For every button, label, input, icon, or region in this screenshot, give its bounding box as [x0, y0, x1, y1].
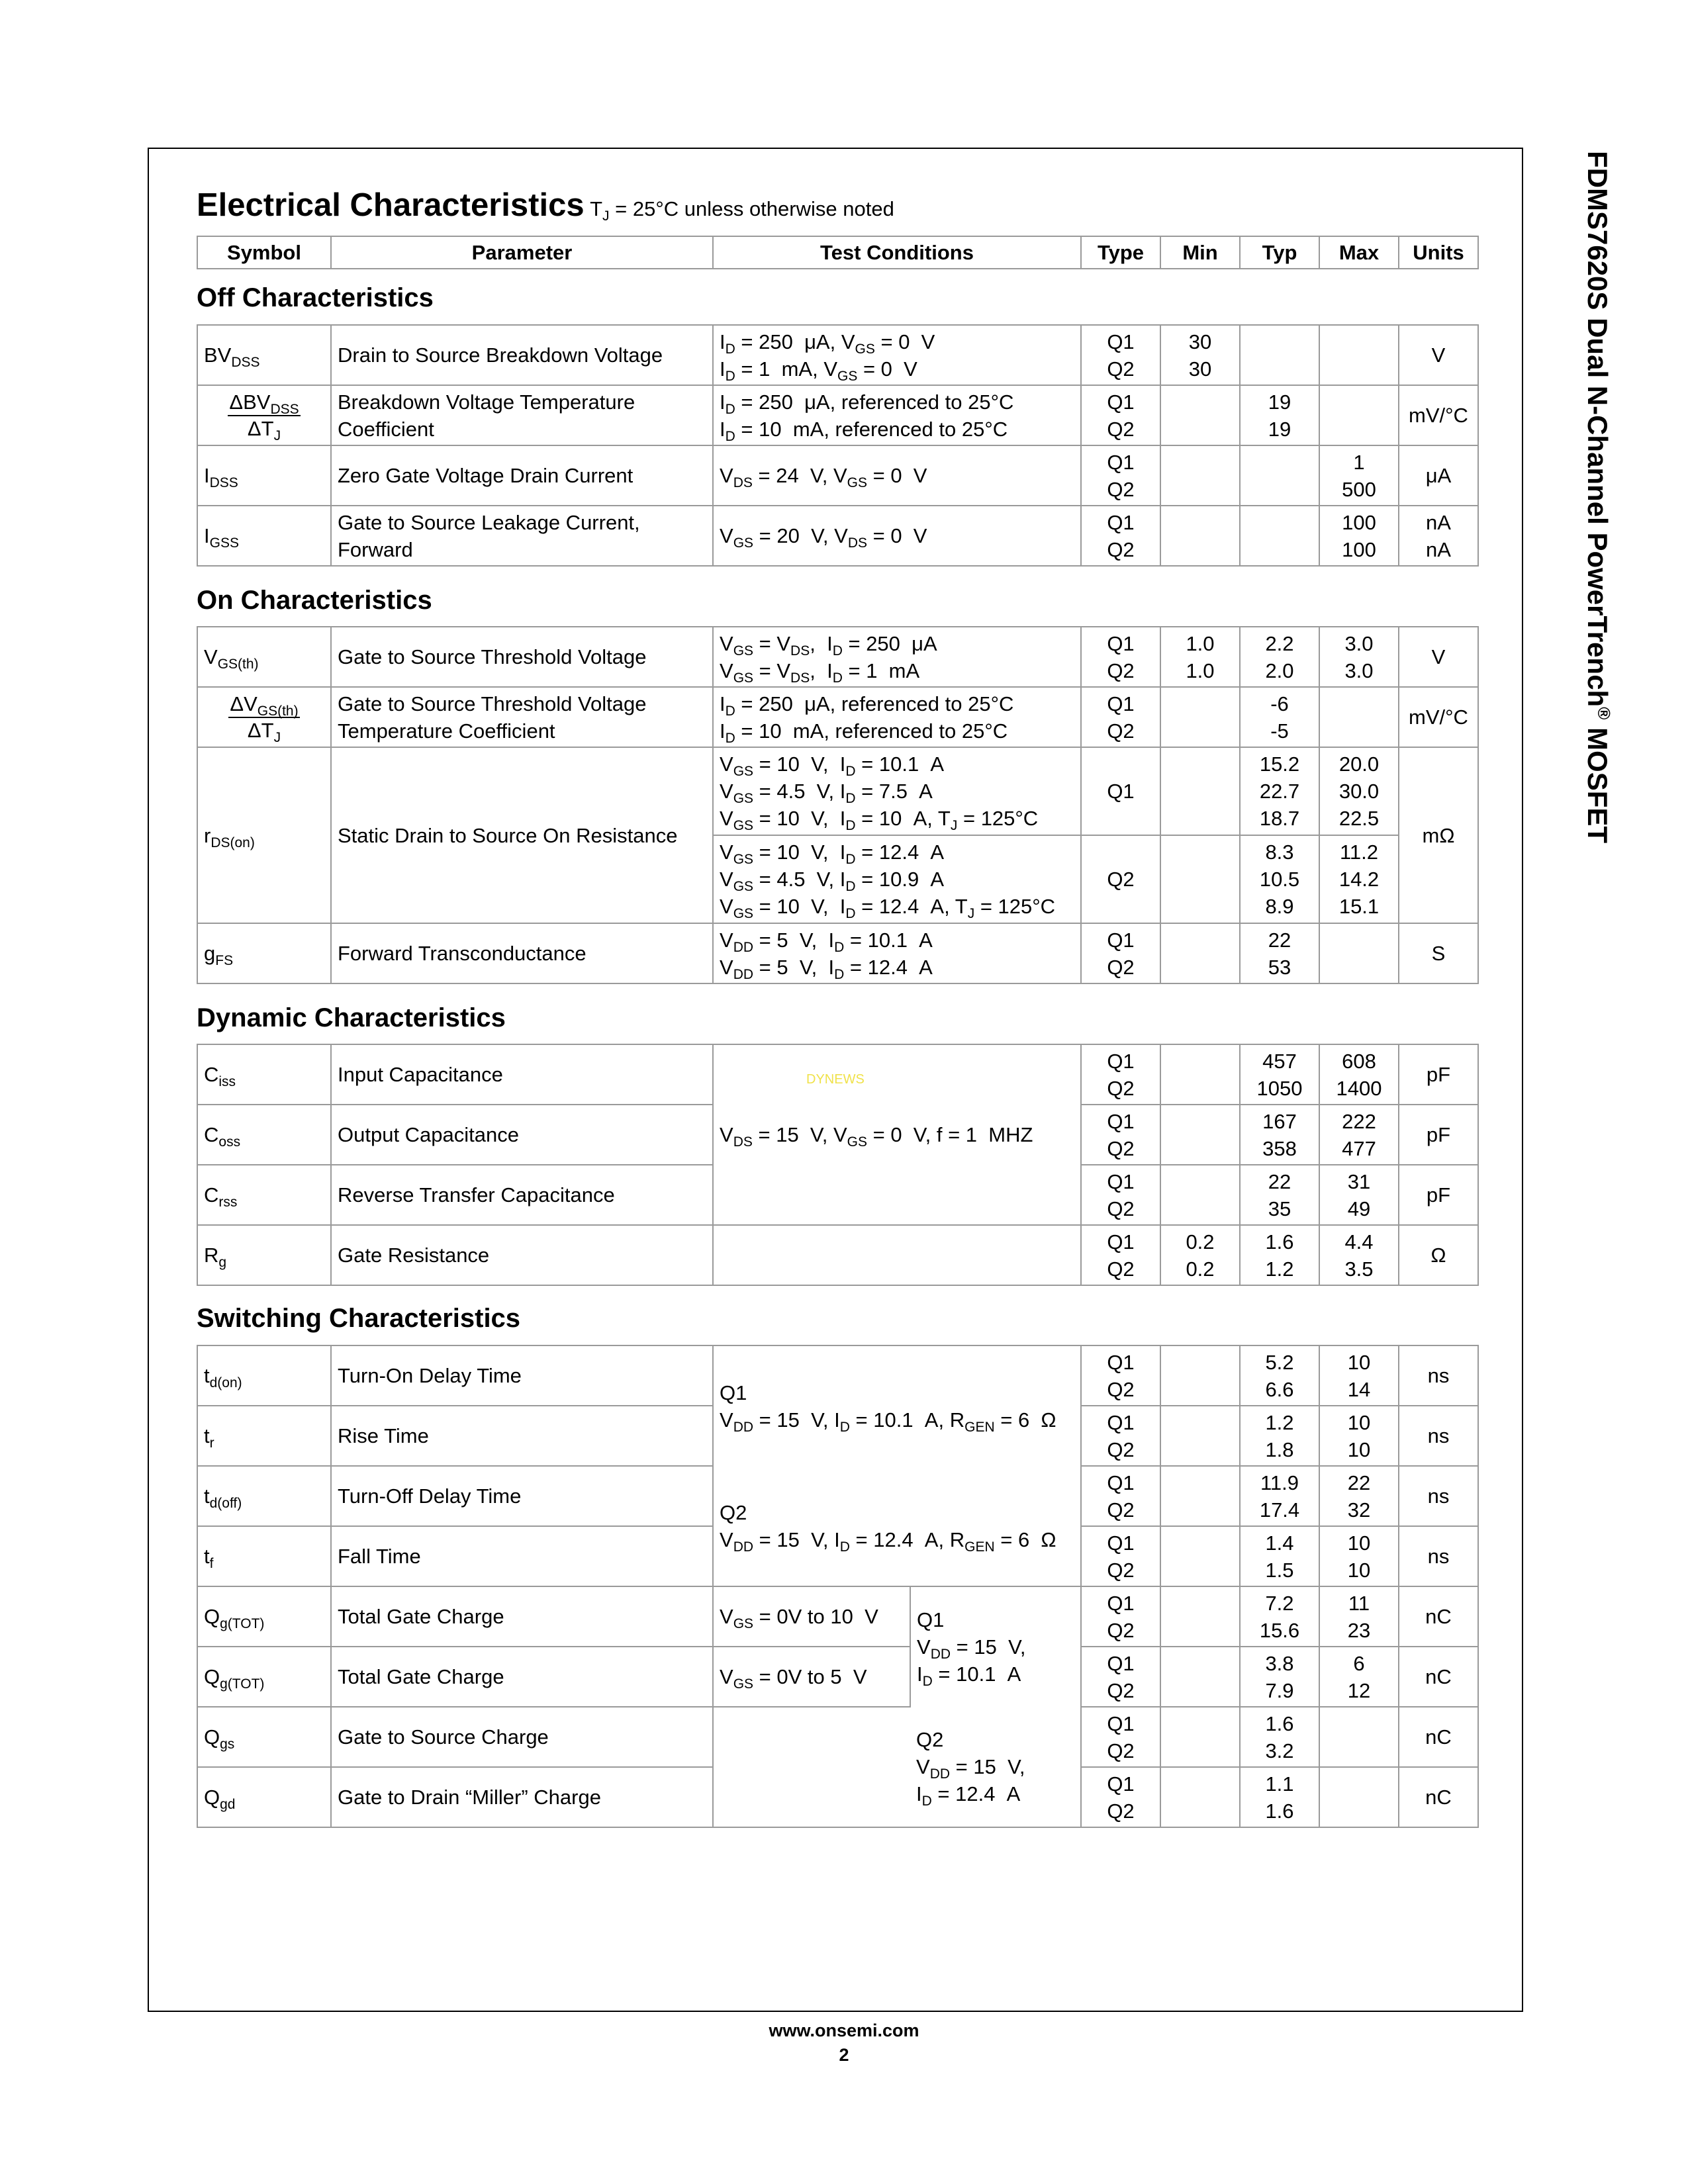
section-heading: Electrical Characteristics $T_J = 25^\circ C$ unless otherwise noted: [197, 187, 894, 224]
symbol-cell: $\frac{\Delta BV_{DSS}}{\Delta T_J}$: [197, 385, 331, 445]
col-units: Units: [1399, 236, 1478, 269]
on-table: [197, 626, 1479, 984]
table-row: $I_{GSS}$ Gate to Source Leakage Current, Forward $V_{GS} = 20$ V, $V_{DS} = 0$ V Q1 Q2 100 100 nA nA: [197, 506, 1478, 566]
col-typ: Typ: [1240, 236, 1319, 269]
col-min: Min: [1160, 236, 1240, 269]
table-row: $R_g$ Gate Resistance Q1 Q2 0.2 0.2 1.6 1.2 4.4 3.5 Ω: [197, 1225, 1478, 1285]
table-row: $BV_{DSS}$ Drain to Source Breakdown Voltage $I_D = 250$ μA, $V_{GS} = 0$ V $I_D = 1$ mA, $V_{GS} = 0$ V Q1 Q2 30 30 V: [197, 325, 1478, 385]
table-row: $Q_{gs}$ Gate to Source Charge Q2 $V_{DD} = 15$ V, $I_D = 12.4$ A Q1 Q2 1.6 3.2 nC: [197, 1707, 1478, 1767]
parameter-cell: Drain to Source Breakdown Voltage: [331, 325, 713, 385]
document-title: FDMS7620S Dual N-Channel PowerTrench® MOSFET: [1582, 151, 1614, 844]
symbol-cell: $BV_{DSS}$: [197, 325, 331, 385]
col-type: Type: [1081, 236, 1160, 269]
table-row: $t_{d(on)}$ Turn-On Delay Time Q1 $V_{DD} = 15$ V, $I_D = 10.1$ A, $R_{GEN} = 6$ Ω Q1 Q2 5.2 6.6 10 14 ns: [197, 1345, 1478, 1406]
watermark: DYNEWS: [806, 1072, 865, 1087]
table-row: $I_{DSS}$ Zero Gate Voltage Drain Current $V_{DS} = 24$ V, $V_{GS} = 0$ V Q1 Q2 1 500 μA: [197, 445, 1478, 506]
column-header-table: [197, 236, 1479, 269]
table-row: $t_r$ Rise Time Q1 Q2 1.2 1.8 10 10 ns: [197, 1406, 1478, 1466]
footer-url: www.onsemi.com: [769, 2021, 919, 2040]
table-row: $t_f$ Fall Time Q1 Q2 1.4 1.5 10 10 ns: [197, 1526, 1478, 1586]
col-parameter: Parameter: [331, 236, 713, 269]
section-off: Off Characteristics: [197, 283, 434, 312]
table-row: $C_{oss}$ Output Capacitance Q1 Q2 167 358 222 477 pF: [197, 1105, 1478, 1165]
col-symbol: Symbol: [197, 236, 331, 269]
section-on: On Characteristics: [197, 586, 432, 615]
table-row: $V_{GS} = 10$ V, $I_D = 12.4$ A $V_{GS} = 4.5$ V, $I_D = 10.9$ A $V_{GS} = 10$ V, $I_D = 12.4$ A, $T_J = 125^\circ C$ Q2 8.3 10.5 8.9 11.2 14.2 15.1: [197, 835, 1478, 923]
off-table: [197, 324, 1479, 567]
col-test-conditions: Test Conditions: [713, 236, 1081, 269]
table-row: $C_{rss}$ Reverse Transfer Capacitance Q1 Q2 22 35 31 49 pF: [197, 1165, 1478, 1225]
table-row: $V_{GS(th)}$ Gate to Source Threshold Voltage $V_{GS} = V_{DS}$, $I_D = 250$ μA $V_{GS} = V_{DS}$, $I_D = 1$ mA Q1 Q2 1.0 1.0 2.2 2.0 3.0 3.0 V: [197, 627, 1478, 687]
switching-table: [197, 1345, 1479, 1828]
table-row: $Q_{g(TOT)}$ Total Gate Charge $V_{GS} = 0V$ to 10 V Q1 $V_{DD} = 15$ V, $I_D = 10.1$ A Q1 Q2 7.2 15.6 11 23 nC: [197, 1586, 1478, 1647]
table-row: $t_{d(off)}$ Turn-Off Delay Time Q2 $V_{DD} = 15$ V, $I_D = 12.4$ A, $R_{GEN} = 6$ Ω Q1 Q2 11.9 17.4 22 32 ns: [197, 1466, 1478, 1526]
table-row: $\frac{\Delta V_{GS(th)}}{\Delta T_J}$ Gate to Source Threshold Voltage Temperature Coefficient $I_D = 250$ μA, referenced to 25°C $I_D = 10$ mA, referenced to 25°C Q1 Q2 -6 -5 mV/°C: [197, 687, 1478, 747]
section-switching: Switching Characteristics: [197, 1304, 521, 1333]
table-row: $C_{iss}$ Input Capacitance $V_{DS} = 15$ V, $V_{GS} = 0$ V, f = 1 MHZ Q1 Q2 457 1050 608 1400 pF: [197, 1044, 1478, 1105]
table-row: $Q_{gd}$ Gate to Drain “Miller” Charge Q1 Q2 1.1 1.6 nC: [197, 1767, 1478, 1827]
col-max: Max: [1319, 236, 1399, 269]
conditions-cell: $I_D = 250$ μA, $V_{GS} = 0$ V $I_D = 1$ mA, $V_{GS} = 0$ V: [713, 325, 1081, 385]
section-dynamic: Dynamic Characteristics: [197, 1003, 506, 1032]
table-row: $g_{FS}$ Forward Transconductance $V_{DD} = 5$ V, $I_D = 10.1$ A $V_{DD} = 5$ V, $I_D = 12.4$ A Q1 Q2 22 53 S: [197, 923, 1478, 983]
table-row: $\frac{\Delta BV_{DSS}}{\Delta T_J}$ Breakdown Voltage Temperature Coefficient $I_D = 250$ μA, referenced to 25°C $I_D = 10$ mA, referenced to 25°C Q1 Q2 19 19 mV/°C: [197, 385, 1478, 445]
table-row: $Q_{g(TOT)}$ Total Gate Charge $V_{GS} = 0V$ to 5 V Q1 Q2 3.8 7.9 6 12 nC: [197, 1647, 1478, 1707]
table-row: $r_{DS(on)}$ Static Drain to Source On Resistance $V_{GS} = 10$ V, $I_D = 10.1$ A $V_{GS} = 4.5$ V, $I_D = 7.5$ A $V_{GS} = 10$ V, $I_D = 10$ A, $T_J = 125^\circ C$ Q1 15.2 22.7 18.7 20.0 30.0 22.5 mΩ: [197, 747, 1478, 835]
page-number: 2: [839, 2045, 849, 2065]
